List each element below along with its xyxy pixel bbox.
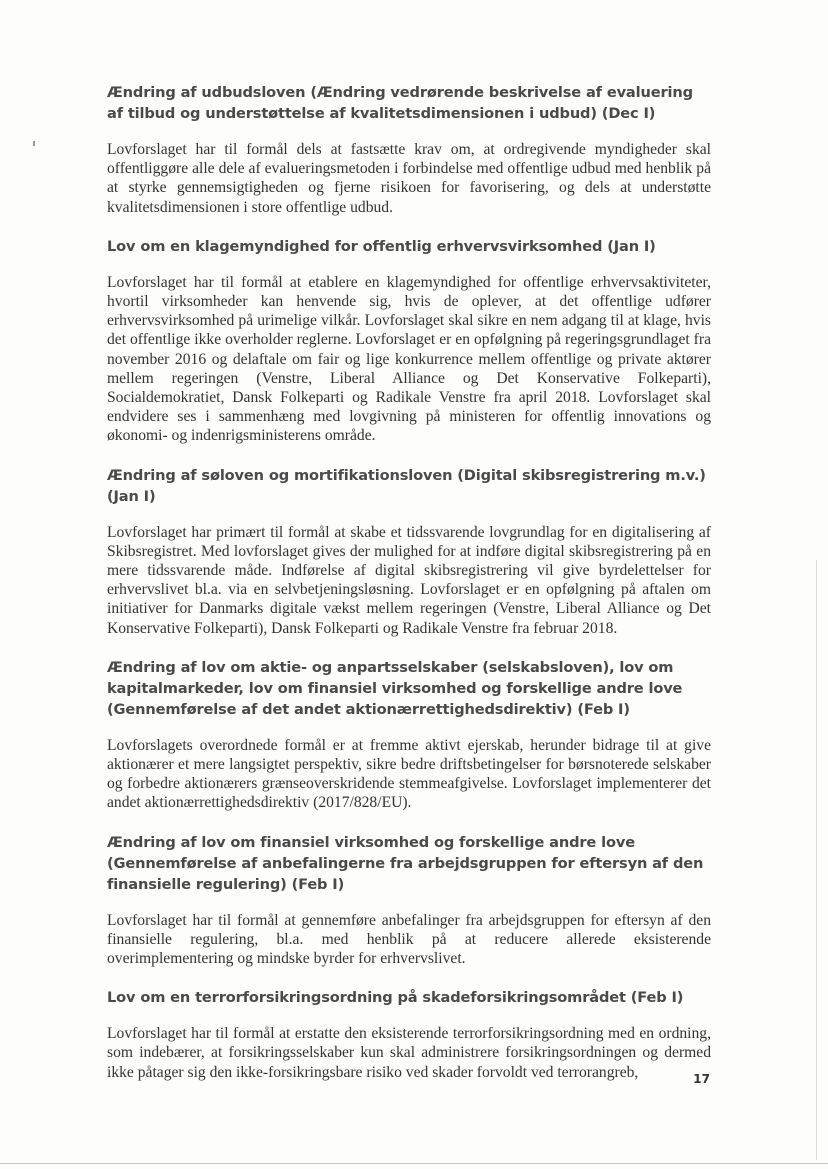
section-body-5: Lovforslaget har til formål at gennemføre anbefalinger fra arbejdsgruppen for eftersyn af den finansielle regulering, bl.a. med henblik på at reducere allerede eksisterende overimplementering og mindske byrder for erhvervslivet.	[107, 911, 711, 968]
section-body-2: Lovforslaget har til formål at etablere en klagemyndighed for offentlige erhvervsaktiviteter, hvortil virksomheder kan henvende sig, hvis de oplever, at det offentlige udfører erhvervsvirksomhed på urimelige vilkår. Lovforslaget skal sikre en nem adgang til at klage, hvis det offentlige ikke overholder reglerne. Lovforslaget er en opfølgning på regeringsgrundlaget fra november 2016 og delaftale om fair og lige konkurrence mellem offentlige og private aktører mellem regeringen (Venstre, Liberal Alliance og Det Konservative Folkeparti), Socialdemokratiet, Dansk Folkeparti og Radikale Venstre fra april 2018. Lovforslaget skal endvidere ses i sammenhæng med lovgivning på ministeren for offentlig innovations og økonomi- og indenrigsministerens område.	[107, 273, 711, 445]
section-heading-4: Ændring af lov om aktie- og anpartsselskaber (selskabsloven), lov om kapitalmarkeder, lov om finansiel virksomhed og forskellige andre love (Gennemførelse af det andet aktionærrettighedsdirektiv) (Feb I)	[107, 658, 683, 718]
section-body-3: Lovforslaget har primært til formål at skabe et tidssvarende lovgrundlag for en digitalisering af Skibsregistret. Med lovforslaget gives der mulighed for at indføre digital skibsregistrering på en mere tidssvarende måde. Indførelse af digital skibsregistrering vil give byrdelettelser for erhvervslivet bl.a. via en selvbetjeningsløsning. Lovforslaget er en opfølgning på aftalen om initiativer for Danmarks digitale vækst mellem regeringen (Venstre, Liberal Alliance og Det Konservative Folkeparti), Dansk Folkeparti og Radikale Venstre fra februar 2018.	[107, 523, 711, 637]
page-number: 17	[693, 1072, 710, 1086]
section-heading-5: Ændring af lov om finansiel virksomhed og forskellige andre love (Gennemførelse af anbefalingerne fra arbejdsgruppen for eftersyn af den finansielle regulering) (Feb I)	[107, 833, 704, 893]
scan-edge-bottom	[0, 1163, 828, 1164]
scan-artifact	[33, 141, 35, 146]
section-heading-1: Ændring af udbudsloven (Ændring vedrørende beskrivelse af evaluering af tilbud og understøttelse af kvalitetsdimensionen i udbud) (Dec I)	[107, 84, 693, 122]
section-heading-3: Ændring af søloven og mortifikationsloven (Digital skibsregistrering m.v.) (Jan I)	[107, 466, 706, 505]
scan-edge-right	[816, 560, 817, 1160]
page-content	[107, 82, 711, 1082]
section-heading-2: Lov om en klagemyndighed for offentlig erhvervsvirksomhed (Jan I)	[107, 237, 656, 255]
section-body-1: Lovforslaget har til formål dels at fastsætte krav om, at ordregivende myndigheder skal offentliggøre alle dele af evalueringsmetoden i forbindelse med offentlige udbud med henblik på at styrke gennemsigtigheden og fjerne risikoen for favorisering, og dels at understøtte kvalitetsdimensionen i store offentlige udbud.	[107, 141, 711, 216]
section-body-6: Lovforslaget har til formål at erstatte den eksisterende terrorforsikringsordning med en ordning, som indebærer, at forsikringsselskaber kun skal administrere forsikringsordningen og dermed ikke påtager sig den ikke-forsikringsbare risiko ved skader forvoldt ved terrorangreb,	[107, 1025, 711, 1081]
section-heading-6: Lov om en terrorforsikringsordning på skadeforsikringsområdet (Feb I)	[107, 989, 684, 1007]
section-body-4: Lovforslagets overordnede formål er at fremme aktivt ejerskab, herunder bidrage til at give aktionærer et mere langsigtet perspektiv, sikre bedre driftsbetingelser for børsnoterede selskaber og forbedre aktionærers grænseoverskridende stemmeafgivelse. Lovforslaget implementerer det andet aktionærrettighedsdirektiv (2017/828/EU).	[107, 736, 711, 812]
